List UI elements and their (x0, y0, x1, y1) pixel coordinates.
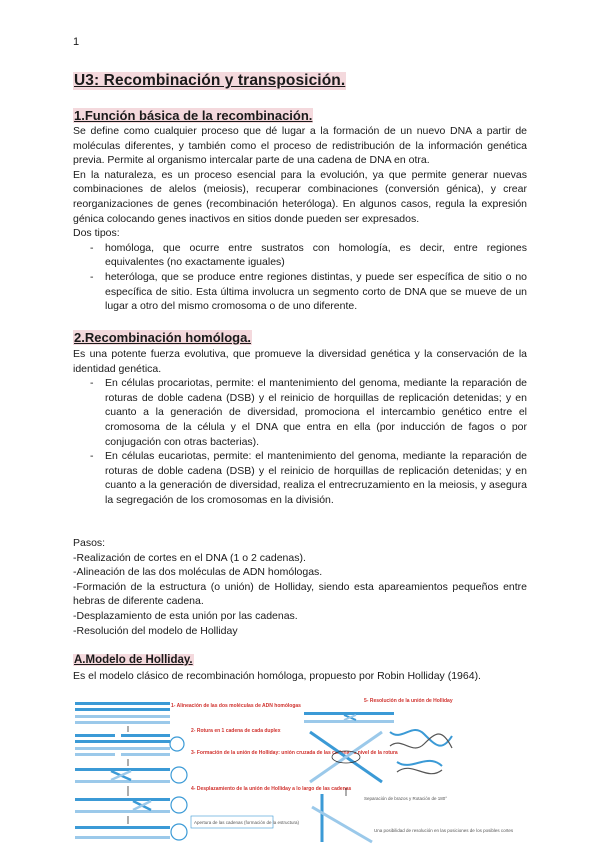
resolution-helix (390, 730, 452, 774)
item-eucariotas: En células eucariotas, permite: el mantenimiento del genoma, mediante la reparación de roturas de doble cadena (DSB) y el reinicio de horquillas de replicación detenidas; y en cuanto a la generación de diversidad, realiza el entrecruzamiento en la meiosis, y asegura la segregación de los cromosomas en la división. (105, 450, 527, 506)
type-homologa: homóloga, que ocurre entre sustratos con homología, es decir, entre regiones equivalentes (no exactamente iguales) (105, 241, 527, 269)
section1-paragraph-1: Se define como cualquier proceso que dé lugar a la formación de un nuevo DNA a partir de moléculas diferentes, y también como el proceso de redistribución de la información genética previa. Permite al organismo intercalar parte de una cadena de DNA en otra. (73, 125, 527, 167)
list-item: - heteróloga, que se produce entre regiones distintas, y puede ser específica de sitio o no específica de sitio. Esta última involucra un segmento corto de DNA que se mueve de un lugar a otro del mismo cromosoma o de uno diferente. (90, 270, 527, 313)
figure-label-4: 4- Desplazamiento de la unión de Holliday a lo largo de las cadenas (191, 786, 352, 792)
resolution-top-dna (304, 712, 394, 723)
section2-heading: 2.Recombinación homóloga. (74, 330, 251, 345)
steps-label: Pasos: (73, 537, 106, 549)
figure-label-1: 1- Alineación de las dos moléculas de ADN homólogas (171, 703, 301, 709)
section2-paragraph-1: Es una potente fuerza evolutiva, que promueve la diversidad genética y la conservación de la identidad genética. (73, 348, 527, 375)
step-item: -Resolución del modelo de Holliday (73, 624, 238, 637)
item-procariotas: En células procariotas, permite: el mantenimiento del genoma, mediante la reparación de roturas de doble cadena (DSB) y el reinicio de horquillas de replicación detenidas; y en cuanto a la generación de diversidad, promociona el intercambio genético entre el cromosoma de la célula y el DNA que entra en ella (por inducción de fagos o por conjugación con otras bacterias). (105, 377, 527, 448)
resolution-note-2: Una posibilidad de resolución en las posiciones de los posibles cortes (374, 828, 514, 833)
document-title: U3: Recombinación y transposición. (74, 72, 346, 89)
resolution-cross (310, 732, 382, 782)
section1-paragraph-2: En la naturaleza, es un proceso esencial para la evolución, ya que permite generar nuevas combinaciones de alelos (meiosis), recuperar combinaciones (conversión génica), y crear reorganizaciones de genes (recombinación heteróloga). En algunos casos, regula la expresión génica colocando genes inactivos en sitios donde pueden ser expresados. (73, 168, 527, 225)
holliday-steps-figure (73, 692, 398, 844)
steps-block (73, 536, 527, 638)
section1-body (73, 124, 527, 314)
step-item: -Formación de la estructura (o unión) de Holliday, siendo esta apareamientos pequeños entre hebras de diferente cadena. (73, 580, 527, 608)
dna-pair-3 (75, 767, 187, 783)
cell-types-list (73, 376, 527, 507)
step-item: -Realización de cortes en el DNA (1 o 2 cadenas). (73, 551, 306, 564)
subsection-a-body (73, 669, 527, 684)
dna-pair-1 (75, 702, 170, 724)
figure-label-2: 2- Rotura en 1 cadena de cada duplex (191, 728, 281, 734)
resolution-label: 5- Resolución de la unión de Holliday (364, 698, 453, 704)
resolution-bottom (312, 788, 372, 842)
page-number: 1 (73, 36, 80, 48)
type-heterologa: heteróloga, que se produce entre regiones distintas, y puede ser específica de sitio o no específica de sitio. Esta última involucra un segmento corto de DNA que se mueve de un lugar a otro del mismo cromosoma o de uno diferente. (105, 270, 527, 313)
section1-heading: 1.Función básica de la recombinación. (74, 108, 313, 123)
section2-body (73, 347, 527, 508)
list-item: - En células eucariotas, permite: el mantenimiento del genoma, mediante la reparación de roturas de doble cadena (DSB) y el reinicio de horquillas de replicación detenidas; y en cuanto a la generación de diversidad, realiza el entrecruzamiento en la meiosis, y asegura la segregación de los cromosomas en la división. (90, 450, 527, 506)
list-item: - En células procariotas, permite: el mantenimiento del genoma, mediante la reparación de roturas de doble cadena (DSB) y el reinicio de horquillas de replicación detenidas; y en cuanto a la generación de diversidad, promociona el intercambio genético entre el cromosoma de la célula y el DNA que entra en ella (por inducción de fagos o por conjugación con otras bacterias). (90, 377, 527, 448)
holliday-resolution-figure (302, 692, 514, 844)
subsection-a-heading: A.Modelo de Holliday. (74, 654, 193, 666)
types-label: Dos tipos: (73, 227, 120, 240)
resolution-note-1: Separación de brazos y Rotación de 180° (364, 796, 448, 801)
dna-pair-2 (75, 734, 184, 756)
step-item: -Desplazamiento de esta unión por las cadenas. (73, 609, 298, 622)
dna-pair-4 (75, 797, 187, 840)
subsection-a-paragraph: Es el modelo clásico de recombinación homóloga, propuesto por Robin Holliday (1964). (73, 670, 481, 682)
types-list (73, 241, 527, 314)
list-item: - homóloga, que ocurre entre sustratos con homología, es decir, entre regiones equivalentes (no exactamente iguales) (90, 241, 527, 269)
step-item: -Alineación de las dos moléculas de ADN homólogas. (73, 566, 323, 579)
figure-note: Apertura de las cadenas (formación de la estructura) (194, 820, 300, 825)
figure-label-3: 3- Formación de la unión de Holliday: unión cruzada de las cadenas a nivel de la rotura (191, 750, 398, 756)
